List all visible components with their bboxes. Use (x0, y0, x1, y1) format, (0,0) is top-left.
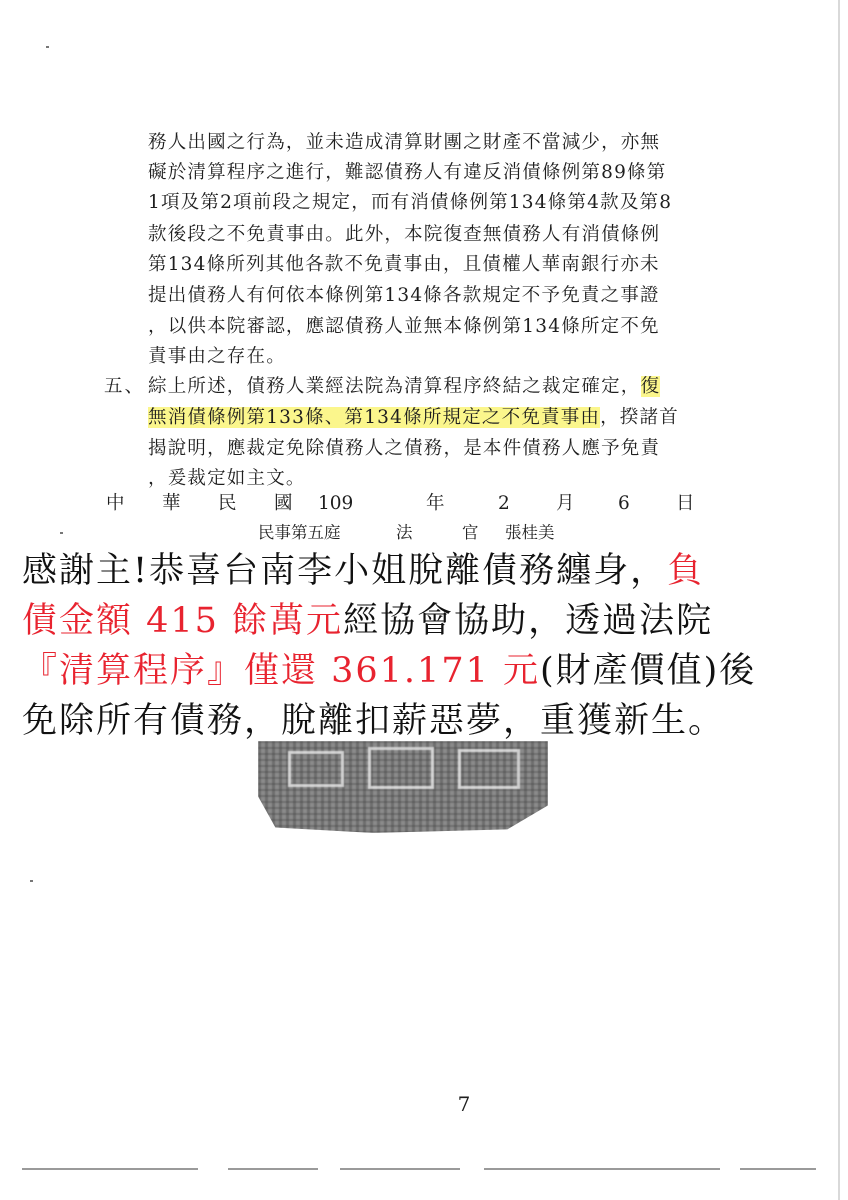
footer-rule (22, 1168, 198, 1170)
paragraph-line: 務人出國之行為，並未造成清算財團之財產不當減少，亦無 (148, 132, 661, 153)
section-line (148, 378, 660, 397)
scan-speck (46, 46, 49, 48)
date-year-label: 年 (426, 493, 445, 514)
paragraph-line: 第134條所列其他各款不免責事由，且債權人華南銀行亦未 (148, 254, 660, 275)
court-division: 民事第五庭 (258, 523, 341, 542)
paragraph-line: 礙於清算程序之進行，難認債務人有違反消債條例第89條第 (148, 162, 667, 183)
banner-text: 感謝主!恭喜台南李小姐脫離債務纏身， (22, 551, 668, 591)
section-text: 綜上所述，債務人業經法院為清算程序終結之裁定確定， (148, 376, 641, 397)
date-month-label: 月 (556, 493, 575, 514)
date-month: 2 (498, 493, 510, 514)
date-year: 109 (318, 493, 354, 514)
page-edge-shadow (838, 0, 840, 1200)
section-line: ，爰裁定如主文。 (148, 468, 306, 489)
banner-line: 免除所有債務，脫離扣薪惡夢，重獲新生。 (22, 701, 726, 741)
date-char: 中 (106, 493, 125, 514)
footer-rule (340, 1168, 460, 1170)
date-day: 6 (618, 493, 630, 514)
paragraph-line: 款後段之不免責事由。此外，本院復查無債務人有消債條例 (148, 224, 661, 245)
footer-rule (484, 1168, 720, 1170)
banner-text: 經協會協助，透過法院 (343, 601, 714, 641)
banner-text: (財產價值)後 (540, 651, 757, 691)
paragraph-line: 責事由之存在。 (148, 346, 286, 367)
section-line: 揭說明，應裁定免除債務人之債務，是本件債務人應予免責 (148, 438, 661, 459)
congratulation-banner (0, 544, 800, 740)
banner-line (22, 651, 757, 691)
banner-line (22, 601, 714, 641)
paragraph-line: 提出債務人有何依本條例第134條各款規定不予免責之事證 (148, 285, 660, 306)
date-char: 華 (162, 493, 181, 514)
date-day-label: 日 (676, 493, 695, 514)
seal-glyph (458, 749, 520, 789)
seal-glyph (368, 747, 434, 789)
judge-title: 官 (462, 523, 479, 542)
section-line (148, 409, 679, 428)
banner-highlight: 『清算程序』僅還 361.171 元 (22, 651, 540, 691)
court-seal-stamp (258, 741, 548, 833)
paragraph-line: ，以供本院審認，應認債務人並無本條例第134條所定不免 (148, 316, 660, 337)
banner-highlight: 債金額 415 餘萬元 (22, 601, 344, 641)
scan-speck (30, 880, 33, 882)
paragraph-line: 1項及第2項前段之規定，而有消債條例第134條第4款及第8 (148, 192, 673, 213)
page-number: 7 (457, 1092, 471, 1116)
banner-highlight: 負 (667, 551, 705, 591)
judge-title: 法 (396, 523, 413, 542)
banner-line (22, 551, 705, 591)
date-char: 民 (218, 493, 237, 514)
section-marker: 五、 (104, 376, 146, 397)
scan-speck (60, 532, 63, 534)
highlighted-text: 無消債條例第133條、第134條所規定之不免責事由 (148, 407, 601, 428)
footer-rule (740, 1168, 816, 1170)
section-text: ，揆諸首 (600, 407, 679, 428)
highlighted-text: 復 (640, 376, 661, 397)
date-char: 國 (274, 493, 293, 514)
seal-glyph (288, 751, 344, 787)
judge-name: 張桂美 (505, 523, 555, 542)
footer-rule (228, 1168, 318, 1170)
